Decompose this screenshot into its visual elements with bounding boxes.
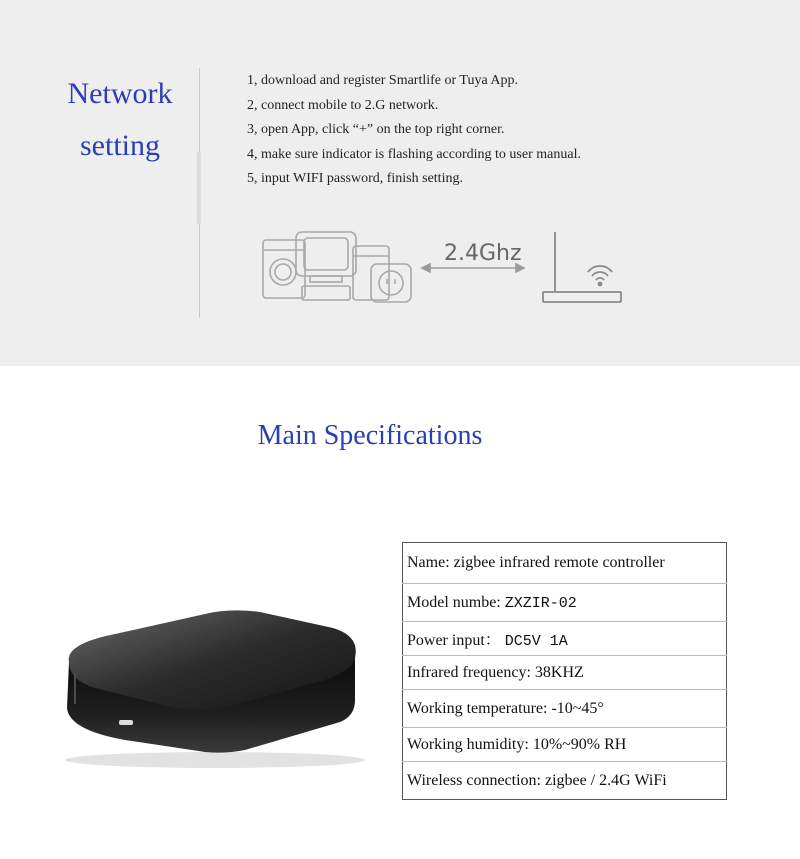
setup-step: 4, make sure indicator is flashing according to user manual. xyxy=(247,146,581,162)
spec-cell xyxy=(403,728,727,762)
spec-infrared: Infrared frequency: 38KHZ xyxy=(407,663,584,681)
table-row xyxy=(403,728,727,762)
table-row xyxy=(403,690,727,728)
spec-temperature: Working temperature: -10~45° xyxy=(407,699,604,717)
setup-step: 3, open App, click “+” on the top right corner. xyxy=(247,122,505,138)
setup-step: 2, connect mobile to 2.G network. xyxy=(247,97,439,113)
specifications-table xyxy=(402,542,727,800)
network-setting-title xyxy=(40,68,200,172)
spec-power-label: Power input： xyxy=(407,632,501,649)
network-setting-section xyxy=(0,0,800,366)
spec-cell xyxy=(403,622,727,656)
table-row xyxy=(403,656,727,690)
spec-model-label: Model numbe: xyxy=(407,593,501,611)
spec-cell xyxy=(403,690,727,728)
spec-power-value: DC5V 1A xyxy=(504,633,568,650)
table-row xyxy=(403,543,727,584)
table-row xyxy=(403,622,727,656)
spec-cell xyxy=(403,584,727,622)
setup-step: 5, input WIFI password, finish setting. xyxy=(247,171,463,187)
network-title-line2: setting xyxy=(80,129,160,162)
spec-cell xyxy=(403,543,727,584)
home-appliances-icon xyxy=(263,232,411,302)
network-illustration xyxy=(258,226,628,316)
setup-step: 1, download and register Smartlife or Tuya App. xyxy=(247,73,519,88)
spec-humidity: Working humidity: 10%~90% RH xyxy=(407,735,627,753)
spec-model-value: ZXZIR-02 xyxy=(504,594,577,612)
wifi-router-icon xyxy=(543,232,621,302)
vertical-divider-accent xyxy=(197,152,201,224)
table-row xyxy=(403,762,727,800)
spec-cell xyxy=(403,656,727,690)
spec-wireless: Wireless connection: zigbee / 2.4G WiFi xyxy=(407,771,667,789)
remote-controller-device-image xyxy=(55,600,375,770)
spec-name: Name: zigbee infrared remote controller xyxy=(407,554,665,571)
band-label: 2.4Ghz xyxy=(444,241,522,266)
table-row xyxy=(403,584,727,622)
main-specifications-title: Main Specifications xyxy=(257,420,483,451)
setup-steps-list xyxy=(247,69,581,192)
spec-cell xyxy=(403,762,727,800)
network-title-line1: Network xyxy=(67,77,173,110)
